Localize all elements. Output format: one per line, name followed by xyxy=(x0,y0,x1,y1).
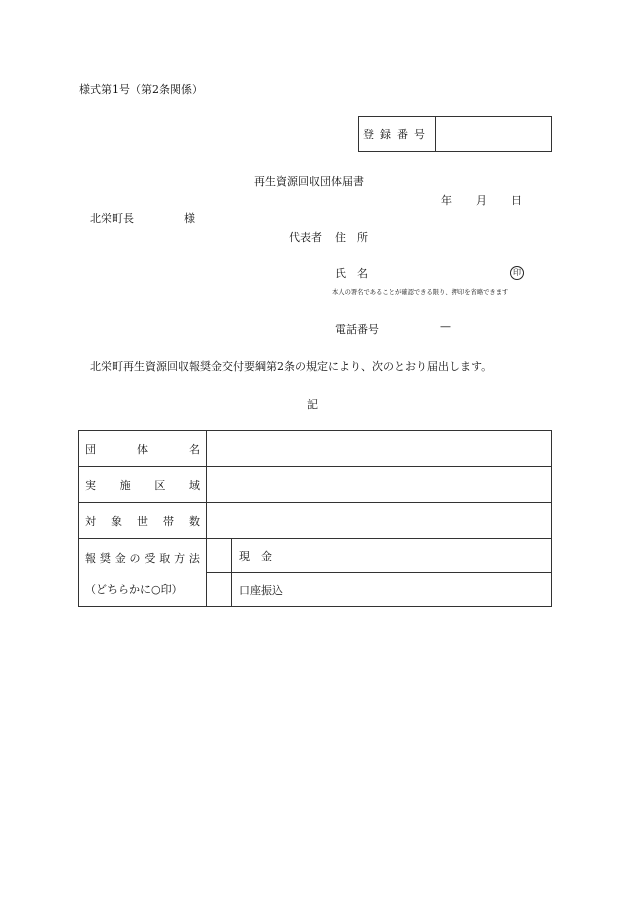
name-label: 氏 名 xyxy=(335,267,368,280)
body-text: 北栄町再生資源回収報奨金交付要綱第2条の規定により、次のとおり届出します。 xyxy=(90,360,493,373)
label-char: 帯 xyxy=(163,514,174,528)
label-char: 金 xyxy=(114,552,126,565)
cash-checkbox[interactable] xyxy=(207,539,232,573)
area-text xyxy=(79,477,206,493)
label-char: 実 xyxy=(85,478,96,492)
group-name-text xyxy=(79,441,206,457)
bank-transfer-checkbox[interactable] xyxy=(207,573,232,607)
label-char: 対 xyxy=(85,514,96,528)
label-char: 名 xyxy=(189,442,200,456)
form-number: 様式第1号（第2条関係） xyxy=(79,83,203,96)
table-row-method-cash xyxy=(79,539,552,573)
method-note: （どちらかに○印） xyxy=(85,583,183,596)
label-char: 象 xyxy=(111,514,122,528)
label-char: 報 xyxy=(85,552,96,565)
document-title: 再生資源回収団体届書 xyxy=(254,175,364,188)
households-field[interactable] xyxy=(207,503,552,539)
details-table xyxy=(78,430,552,607)
label-char: 数 xyxy=(189,514,200,528)
date-month-label: 月 xyxy=(476,194,487,207)
method-label-cell xyxy=(79,539,207,607)
label-char: 世 xyxy=(137,514,148,528)
registration-box xyxy=(358,116,552,152)
households-label xyxy=(79,503,207,539)
cash-option: 現 金 xyxy=(232,539,552,573)
label-char: 取 xyxy=(159,552,171,565)
registration-label: 登録番号 xyxy=(359,117,436,152)
area-field[interactable] xyxy=(207,467,552,503)
label-char: 法 xyxy=(188,552,200,565)
label-char: 区 xyxy=(154,478,166,492)
phone-dash: — xyxy=(440,320,451,333)
registration-value-field[interactable] xyxy=(436,117,552,152)
date-day-label: 日 xyxy=(511,194,522,207)
group-name-label xyxy=(79,431,207,467)
addressee-name: 北栄町長 xyxy=(90,212,134,225)
label-char: 奨 xyxy=(99,552,111,565)
label-char: 域 xyxy=(188,478,200,492)
method-text xyxy=(79,550,206,566)
label-char: 団 xyxy=(85,442,96,456)
phone-label: 電話番号 xyxy=(335,323,379,336)
representative-label: 代表者 xyxy=(289,231,322,244)
addressee-honorific: 様 xyxy=(184,212,195,225)
address-label: 住 所 xyxy=(335,231,368,244)
label-char: 方 xyxy=(174,552,186,565)
label-char: 受 xyxy=(144,552,156,565)
seal-note: 本人の署名であることが確認できる限り、押印を省略できます xyxy=(332,289,509,296)
households-text xyxy=(79,513,206,529)
seal-icon: 印 xyxy=(510,266,524,280)
bank-transfer-option: 口座振込 xyxy=(232,573,552,607)
area-label xyxy=(79,467,207,503)
seal-mark xyxy=(510,265,524,280)
label-char: 施 xyxy=(119,478,131,492)
label-char: の xyxy=(129,552,141,565)
record-heading: 記 xyxy=(307,398,318,411)
table-row-households xyxy=(79,503,552,539)
date-year-label: 年 xyxy=(441,194,452,207)
table-row-group-name xyxy=(79,431,552,467)
label-char: 体 xyxy=(137,442,148,456)
table-row-area xyxy=(79,467,552,503)
group-name-field[interactable] xyxy=(207,431,552,467)
